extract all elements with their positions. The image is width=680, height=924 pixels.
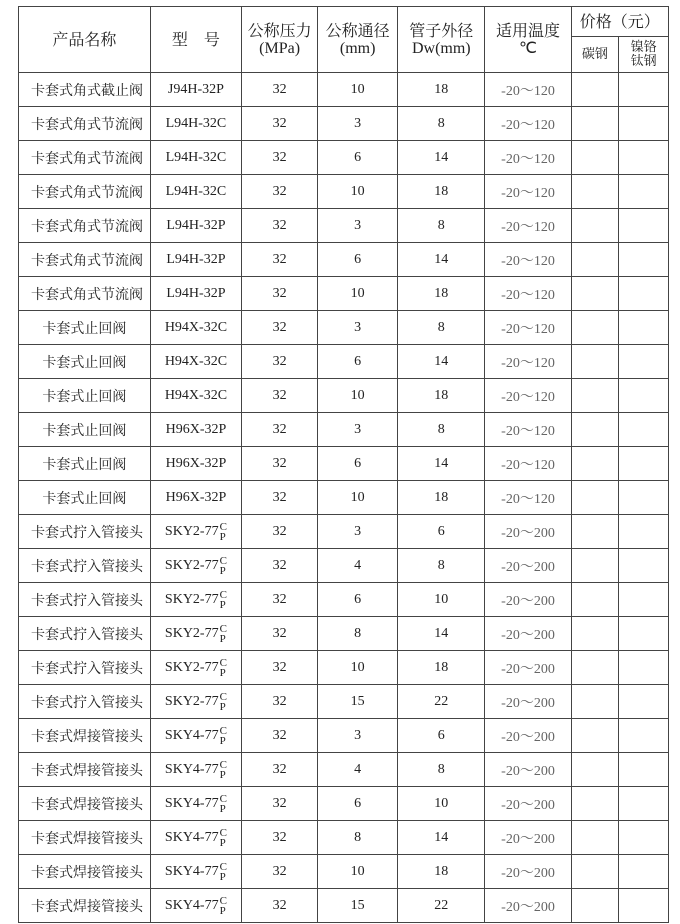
cell-product-name: 卡套式焊接管接头 <box>19 787 151 821</box>
cell-temperature: -20～120 <box>485 447 571 481</box>
cell-price-nickel <box>619 413 669 447</box>
cell-outer-diameter: 8 <box>398 413 485 447</box>
cell-outer-diameter: 18 <box>398 175 485 209</box>
cell-temperature: -20～200 <box>485 753 571 787</box>
cell-temperature: -20～120 <box>485 311 571 345</box>
cell-pressure: 32 <box>242 821 318 855</box>
cell-nominal-diameter: 6 <box>318 583 398 617</box>
table-row <box>19 617 669 651</box>
cell-outer-diameter: 14 <box>398 821 485 855</box>
table-row <box>19 413 669 447</box>
cell-temperature: -20～200 <box>485 515 571 549</box>
cell-price-carbon <box>571 719 619 753</box>
cell-pressure: 32 <box>242 549 318 583</box>
cell-model: L94H-32P <box>150 243 241 277</box>
cell-price-carbon <box>571 107 619 141</box>
cell-price-carbon <box>571 821 619 855</box>
spec-table <box>18 6 669 923</box>
cell-temperature: -20～120 <box>485 243 571 277</box>
cell-product-name: 卡套式止回阀 <box>19 481 151 515</box>
cell-price-carbon <box>571 855 619 889</box>
table-row <box>19 719 669 753</box>
cell-price-nickel <box>619 243 669 277</box>
cell-model: SKY4-77 C P <box>150 719 241 753</box>
cell-outer-diameter: 18 <box>398 277 485 311</box>
cell-model: J94H-32P <box>150 73 241 107</box>
table-row <box>19 209 669 243</box>
header-price-carbon: 碳钢 <box>571 37 619 73</box>
cell-pressure: 32 <box>242 515 318 549</box>
cell-product-name: 卡套式焊接管接头 <box>19 753 151 787</box>
cell-price-nickel <box>619 855 669 889</box>
cell-model: SKY2-77 C P <box>150 617 241 651</box>
cell-nominal-diameter: 3 <box>318 209 398 243</box>
table-row <box>19 345 669 379</box>
cell-pressure: 32 <box>242 583 318 617</box>
cell-nominal-diameter: 6 <box>318 243 398 277</box>
cell-price-carbon <box>571 549 619 583</box>
cell-nominal-diameter: 15 <box>318 889 398 923</box>
cell-price-carbon <box>571 277 619 311</box>
cell-price-carbon <box>571 413 619 447</box>
cell-product-name: 卡套式拧入管接头 <box>19 549 151 583</box>
cell-price-nickel <box>619 685 669 719</box>
cell-price-nickel <box>619 787 669 821</box>
cell-outer-diameter: 14 <box>398 141 485 175</box>
cell-product-name: 卡套式拧入管接头 <box>19 583 151 617</box>
header-diameter: 公称通径 (mm) <box>318 7 398 73</box>
cell-price-carbon <box>571 447 619 481</box>
cell-temperature: -20～120 <box>485 73 571 107</box>
cell-product-name: 卡套式止回阀 <box>19 413 151 447</box>
cell-price-nickel <box>619 515 669 549</box>
cell-temperature: -20～200 <box>485 889 571 923</box>
cell-nominal-diameter: 10 <box>318 175 398 209</box>
header-name: 产品名称 <box>19 7 151 73</box>
cell-outer-diameter: 6 <box>398 515 485 549</box>
cell-price-nickel <box>619 107 669 141</box>
cell-price-carbon <box>571 685 619 719</box>
cell-product-name: 卡套式止回阀 <box>19 345 151 379</box>
cell-temperature: -20～200 <box>485 719 571 753</box>
cell-nominal-diameter: 10 <box>318 73 398 107</box>
cell-model: L94H-32P <box>150 209 241 243</box>
cell-price-carbon <box>571 481 619 515</box>
cell-nominal-diameter: 10 <box>318 481 398 515</box>
cell-price-carbon <box>571 787 619 821</box>
model-suffix: C P <box>219 656 227 679</box>
cell-price-nickel <box>619 617 669 651</box>
cell-pressure: 32 <box>242 379 318 413</box>
cell-temperature: -20～200 <box>485 617 571 651</box>
cell-pressure: 32 <box>242 413 318 447</box>
cell-outer-diameter: 8 <box>398 549 485 583</box>
cell-nominal-diameter: 6 <box>318 345 398 379</box>
cell-pressure: 32 <box>242 481 318 515</box>
cell-price-nickel <box>619 889 669 923</box>
cell-price-nickel <box>619 583 669 617</box>
cell-nominal-diameter: 6 <box>318 447 398 481</box>
cell-model: H94X-32C <box>150 345 241 379</box>
table-row <box>19 311 669 345</box>
cell-outer-diameter: 14 <box>398 243 485 277</box>
cell-price-nickel <box>619 549 669 583</box>
cell-price-carbon <box>571 175 619 209</box>
cell-outer-diameter: 14 <box>398 345 485 379</box>
cell-outer-diameter: 22 <box>398 685 485 719</box>
cell-nominal-diameter: 10 <box>318 379 398 413</box>
model-suffix: C P <box>219 554 227 577</box>
model-suffix: C P <box>219 724 227 747</box>
model-suffix: C P <box>219 520 227 543</box>
cell-temperature: -20～120 <box>485 141 571 175</box>
cell-pressure: 32 <box>242 889 318 923</box>
cell-temperature: -20～200 <box>485 685 571 719</box>
cell-price-nickel <box>619 345 669 379</box>
cell-price-nickel <box>619 311 669 345</box>
cell-price-carbon <box>571 583 619 617</box>
cell-pressure: 32 <box>242 651 318 685</box>
cell-model: SKY2-77 C P <box>150 515 241 549</box>
cell-price-carbon <box>571 651 619 685</box>
header-pressure: 公称压力 (MPa) <box>242 7 318 73</box>
cell-model: SKY2-77 C P <box>150 651 241 685</box>
header-outer-diameter: 管子外径 Dw(mm) <box>398 7 485 73</box>
cell-pressure: 32 <box>242 855 318 889</box>
cell-pressure: 32 <box>242 719 318 753</box>
cell-nominal-diameter: 10 <box>318 651 398 685</box>
cell-nominal-diameter: 3 <box>318 515 398 549</box>
cell-price-nickel <box>619 175 669 209</box>
cell-outer-diameter: 18 <box>398 379 485 413</box>
cell-price-nickel <box>619 719 669 753</box>
table-row <box>19 821 669 855</box>
model-suffix: C P <box>219 690 227 713</box>
cell-price-nickel <box>619 447 669 481</box>
table-row <box>19 787 669 821</box>
table-row <box>19 141 669 175</box>
cell-price-carbon <box>571 379 619 413</box>
cell-model: L94H-32P <box>150 277 241 311</box>
cell-price-nickel <box>619 481 669 515</box>
header-temperature: 适用温度 ℃ <box>485 7 571 73</box>
cell-product-name: 卡套式角式节流阀 <box>19 175 151 209</box>
cell-price-nickel <box>619 73 669 107</box>
table-row <box>19 855 669 889</box>
cell-temperature: -20～200 <box>485 651 571 685</box>
cell-nominal-diameter: 15 <box>318 685 398 719</box>
cell-price-nickel <box>619 209 669 243</box>
cell-price-carbon <box>571 753 619 787</box>
cell-outer-diameter: 10 <box>398 787 485 821</box>
cell-nominal-diameter: 3 <box>318 107 398 141</box>
cell-pressure: 32 <box>242 175 318 209</box>
cell-outer-diameter: 8 <box>398 311 485 345</box>
cell-outer-diameter: 14 <box>398 447 485 481</box>
cell-model: SKY4-77 C P <box>150 855 241 889</box>
cell-product-name: 卡套式角式节流阀 <box>19 209 151 243</box>
cell-model: SKY4-77 C P <box>150 753 241 787</box>
table-row <box>19 685 669 719</box>
cell-product-name: 卡套式止回阀 <box>19 447 151 481</box>
cell-outer-diameter: 10 <box>398 583 485 617</box>
spec-rows <box>19 73 669 923</box>
cell-price-nickel <box>619 651 669 685</box>
cell-product-name: 卡套式角式节流阀 <box>19 277 151 311</box>
cell-model: SKY4-77 C P <box>150 821 241 855</box>
cell-pressure: 32 <box>242 345 318 379</box>
cell-temperature: -20～120 <box>485 277 571 311</box>
cell-nominal-diameter: 4 <box>318 753 398 787</box>
cell-outer-diameter: 6 <box>398 719 485 753</box>
cell-outer-diameter: 8 <box>398 753 485 787</box>
cell-pressure: 32 <box>242 209 318 243</box>
table-row <box>19 277 669 311</box>
cell-model: SKY4-77 C P <box>150 889 241 923</box>
cell-price-nickel <box>619 141 669 175</box>
model-suffix: C P <box>219 588 227 611</box>
cell-temperature: -20～120 <box>485 209 571 243</box>
cell-price-carbon <box>571 345 619 379</box>
cell-model: L94H-32C <box>150 175 241 209</box>
model-suffix: C P <box>219 860 227 883</box>
cell-nominal-diameter: 3 <box>318 719 398 753</box>
table-row <box>19 73 669 107</box>
cell-product-name: 卡套式角式节流阀 <box>19 107 151 141</box>
table-row <box>19 481 669 515</box>
cell-temperature: -20～120 <box>485 345 571 379</box>
cell-product-name: 卡套式焊接管接头 <box>19 821 151 855</box>
cell-pressure: 32 <box>242 753 318 787</box>
cell-temperature: -20～120 <box>485 481 571 515</box>
cell-product-name: 卡套式止回阀 <box>19 311 151 345</box>
cell-price-nickel <box>619 821 669 855</box>
cell-outer-diameter: 18 <box>398 73 485 107</box>
cell-product-name: 卡套式焊接管接头 <box>19 855 151 889</box>
cell-nominal-diameter: 6 <box>318 787 398 821</box>
table-row <box>19 447 669 481</box>
table-row <box>19 889 669 923</box>
cell-pressure: 32 <box>242 141 318 175</box>
cell-product-name: 卡套式拧入管接头 <box>19 617 151 651</box>
cell-outer-diameter: 18 <box>398 855 485 889</box>
cell-model: H94X-32C <box>150 379 241 413</box>
cell-outer-diameter: 18 <box>398 481 485 515</box>
cell-price-nickel <box>619 379 669 413</box>
model-suffix: C P <box>219 622 227 645</box>
cell-product-name: 卡套式焊接管接头 <box>19 719 151 753</box>
model-suffix: C P <box>219 826 227 849</box>
cell-pressure: 32 <box>242 685 318 719</box>
cell-product-name: 卡套式焊接管接头 <box>19 889 151 923</box>
cell-pressure: 32 <box>242 107 318 141</box>
cell-model: SKY4-77 C P <box>150 787 241 821</box>
cell-model: L94H-32C <box>150 107 241 141</box>
cell-price-carbon <box>571 243 619 277</box>
cell-price-carbon <box>571 889 619 923</box>
cell-nominal-diameter: 4 <box>318 549 398 583</box>
cell-temperature: -20～200 <box>485 855 571 889</box>
table-row <box>19 549 669 583</box>
cell-pressure: 32 <box>242 447 318 481</box>
cell-model: SKY2-77 C P <box>150 685 241 719</box>
model-suffix: C P <box>219 792 227 815</box>
header-model: 型 号 <box>150 7 241 73</box>
cell-price-carbon <box>571 617 619 651</box>
cell-nominal-diameter: 6 <box>318 141 398 175</box>
table-row <box>19 379 669 413</box>
cell-model: SKY2-77 C P <box>150 549 241 583</box>
cell-price-carbon <box>571 209 619 243</box>
cell-model: L94H-32C <box>150 141 241 175</box>
cell-price-carbon <box>571 311 619 345</box>
cell-outer-diameter: 8 <box>398 209 485 243</box>
cell-pressure: 32 <box>242 617 318 651</box>
cell-product-name: 卡套式拧入管接头 <box>19 651 151 685</box>
cell-pressure: 32 <box>242 243 318 277</box>
cell-model: SKY2-77 C P <box>150 583 241 617</box>
header-price-nickel: 镍铬 钛钢 <box>619 37 669 73</box>
cell-model: H96X-32P <box>150 413 241 447</box>
table-row <box>19 175 669 209</box>
cell-price-carbon <box>571 141 619 175</box>
table-row <box>19 583 669 617</box>
cell-price-nickel <box>619 277 669 311</box>
cell-price-carbon <box>571 73 619 107</box>
cell-price-nickel <box>619 753 669 787</box>
cell-temperature: -20～200 <box>485 787 571 821</box>
cell-pressure: 32 <box>242 73 318 107</box>
cell-pressure: 32 <box>242 787 318 821</box>
header-price: 价格（元） <box>571 7 668 37</box>
table-row <box>19 753 669 787</box>
cell-product-name: 卡套式拧入管接头 <box>19 685 151 719</box>
cell-outer-diameter: 8 <box>398 107 485 141</box>
cell-pressure: 32 <box>242 311 318 345</box>
cell-product-name: 卡套式拧入管接头 <box>19 515 151 549</box>
cell-model: H96X-32P <box>150 447 241 481</box>
cell-temperature: -20～120 <box>485 107 571 141</box>
cell-nominal-diameter: 10 <box>318 277 398 311</box>
cell-outer-diameter: 22 <box>398 889 485 923</box>
cell-pressure: 32 <box>242 277 318 311</box>
model-suffix: C P <box>219 894 227 917</box>
cell-product-name: 卡套式角式节流阀 <box>19 243 151 277</box>
cell-temperature: -20～120 <box>485 413 571 447</box>
cell-price-carbon <box>571 515 619 549</box>
cell-product-name: 卡套式止回阀 <box>19 379 151 413</box>
cell-temperature: -20～120 <box>485 175 571 209</box>
table-row <box>19 243 669 277</box>
cell-nominal-diameter: 8 <box>318 617 398 651</box>
cell-model: H96X-32P <box>150 481 241 515</box>
cell-temperature: -20～120 <box>485 379 571 413</box>
cell-product-name: 卡套式角式节流阀 <box>19 141 151 175</box>
cell-nominal-diameter: 3 <box>318 413 398 447</box>
cell-product-name: 卡套式角式截止阀 <box>19 73 151 107</box>
table-row <box>19 515 669 549</box>
cell-outer-diameter: 14 <box>398 617 485 651</box>
model-suffix: C P <box>219 758 227 781</box>
cell-temperature: -20～200 <box>485 821 571 855</box>
cell-nominal-diameter: 10 <box>318 855 398 889</box>
cell-temperature: -20～200 <box>485 549 571 583</box>
cell-nominal-diameter: 8 <box>318 821 398 855</box>
table-row <box>19 107 669 141</box>
cell-temperature: -20～200 <box>485 583 571 617</box>
table-row <box>19 651 669 685</box>
cell-nominal-diameter: 3 <box>318 311 398 345</box>
cell-outer-diameter: 18 <box>398 651 485 685</box>
cell-model: H94X-32C <box>150 311 241 345</box>
